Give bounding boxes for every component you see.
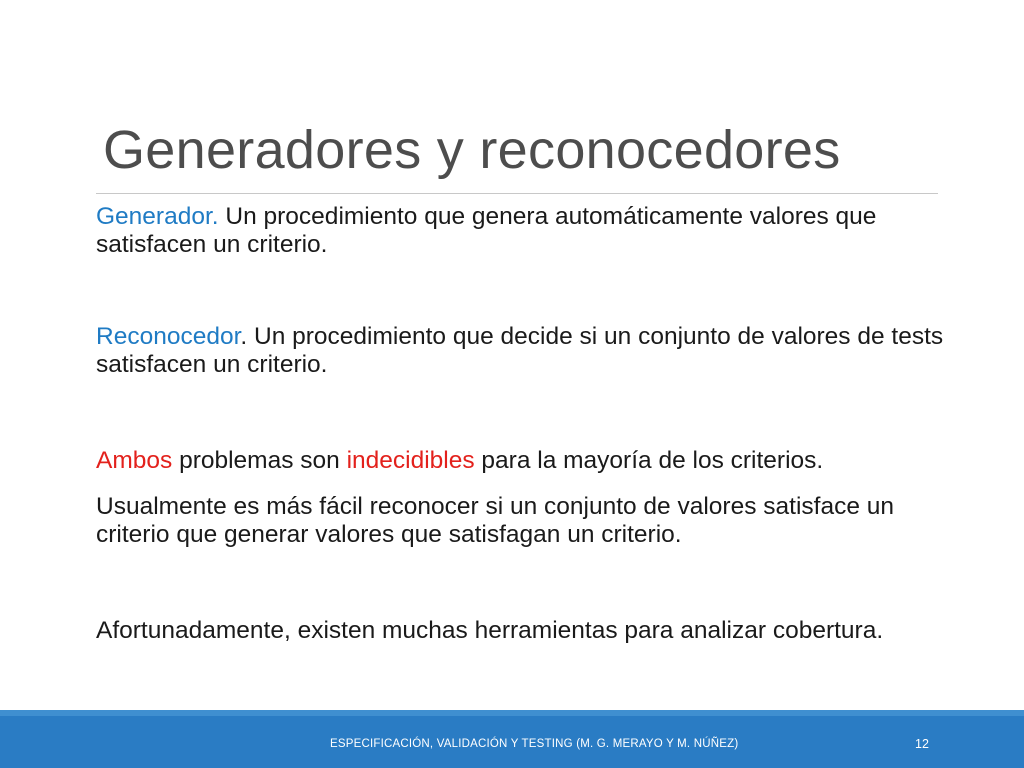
paragraph-reconocedor — [96, 323, 944, 379]
paragraph-generador — [96, 203, 944, 259]
text-mayoria-criterios: para la mayoría de los criterios. — [474, 447, 824, 474]
highlight-ambos: Ambos — [96, 447, 173, 474]
paragraph-afortunadamente: Afortunadamente, existen muchas herramientas para analizar cobertura. — [96, 617, 884, 644]
definition-generador: Un procedimiento que genera automáticamente valores que satisfacen un criterio. — [96, 203, 877, 258]
page-number: 12 — [915, 737, 929, 751]
paragraph-usualmente: Usualmente es más fácil reconocer si un conjunto de valores satisface un criterio que generar valores que satisfagan un criterio. — [96, 493, 895, 548]
slide-title: Generadores y reconocedores — [103, 120, 841, 180]
text-problemas-son: problemas son — [172, 447, 347, 474]
footer-course-title: ESPECIFICACIÓN, VALIDACIÓN Y TESTING (M. G. MERAYO Y M. NÚÑEZ) — [330, 738, 739, 750]
paragraph-indecidibles — [96, 447, 944, 475]
term-generador: Generador. — [96, 203, 219, 230]
definition-reconocedor: . Un procedimiento que decide si un conjunto de valores de tests satisfacen un criterio. — [96, 323, 944, 378]
highlight-indecidibles: indecidibles — [346, 447, 475, 474]
term-reconocedor: Reconocedor — [96, 323, 241, 350]
footer-bar — [0, 716, 1024, 768]
title-divider — [96, 193, 938, 194]
